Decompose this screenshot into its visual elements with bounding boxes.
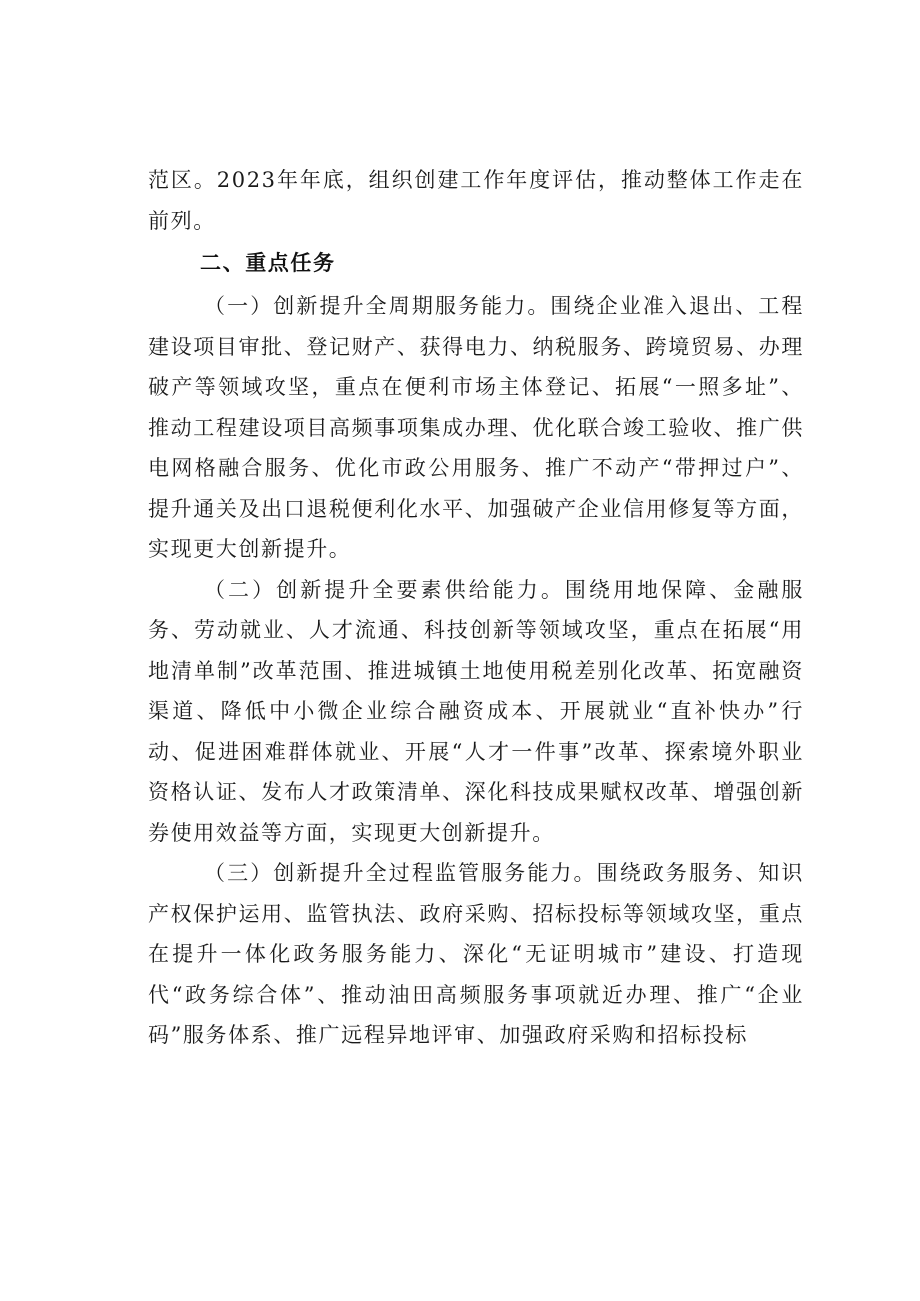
paragraph-1: （一）创新提升全周期服务能力。围绕企业准入退出、工程建设项目审批、登记财产、获得电力、纳税服务、跨境贸易、办理破产等领域攻坚，重点在便利市场主体登记、拓展“一照多址”、推动工程建设项目高频事项集成办理、优化联合竣工验收、推广供电网格融合服务、优化市政公用服务、推广不动产“带押过户”、提升通关及出口退税便利化水平、加强破产企业信用修复等方面，实现更大创新提升。 (148, 294, 804, 561)
document-body (148, 160, 804, 1056)
paragraph-3: （三）创新提升全过程监管服务能力。围绕政务服务、知识产权保护运用、监管执法、政府采购、招标投标等领域攻坚，重点在提升一体化政务服务能力、深化“无证明城市”建设、打造现代“政务综合体”、推动油田高频服务事项就近办理、推广“企业码”服务体系、推广远程异地评审、加强政府采购和招标投标 (148, 861, 804, 1047)
continuation-paragraph: 范区。2023年年底，组织创建工作年度评估，推动整体工作走在前列。 (148, 168, 804, 233)
paragraph-2: （二）创新提升全要素供给能力。围绕用地保障、金融服务、劳动就业、人才流通、科技创新等领域攻坚，重点在拓展“用地清单制”改革范围、推进城镇土地使用税差别化改革、拓宽融资渠道、降低中小微企业综合融资成本、开展就业“直补快办”行动、促进困难群体就业、开展“人才一件事”改革、探索境外职业资格认证、发布人才政策清单、深化科技成果赋权改革、增强创新券使用效益等方面，实现更大创新提升。 (148, 577, 804, 845)
section-heading: 二、重点任务 (200, 251, 336, 275)
